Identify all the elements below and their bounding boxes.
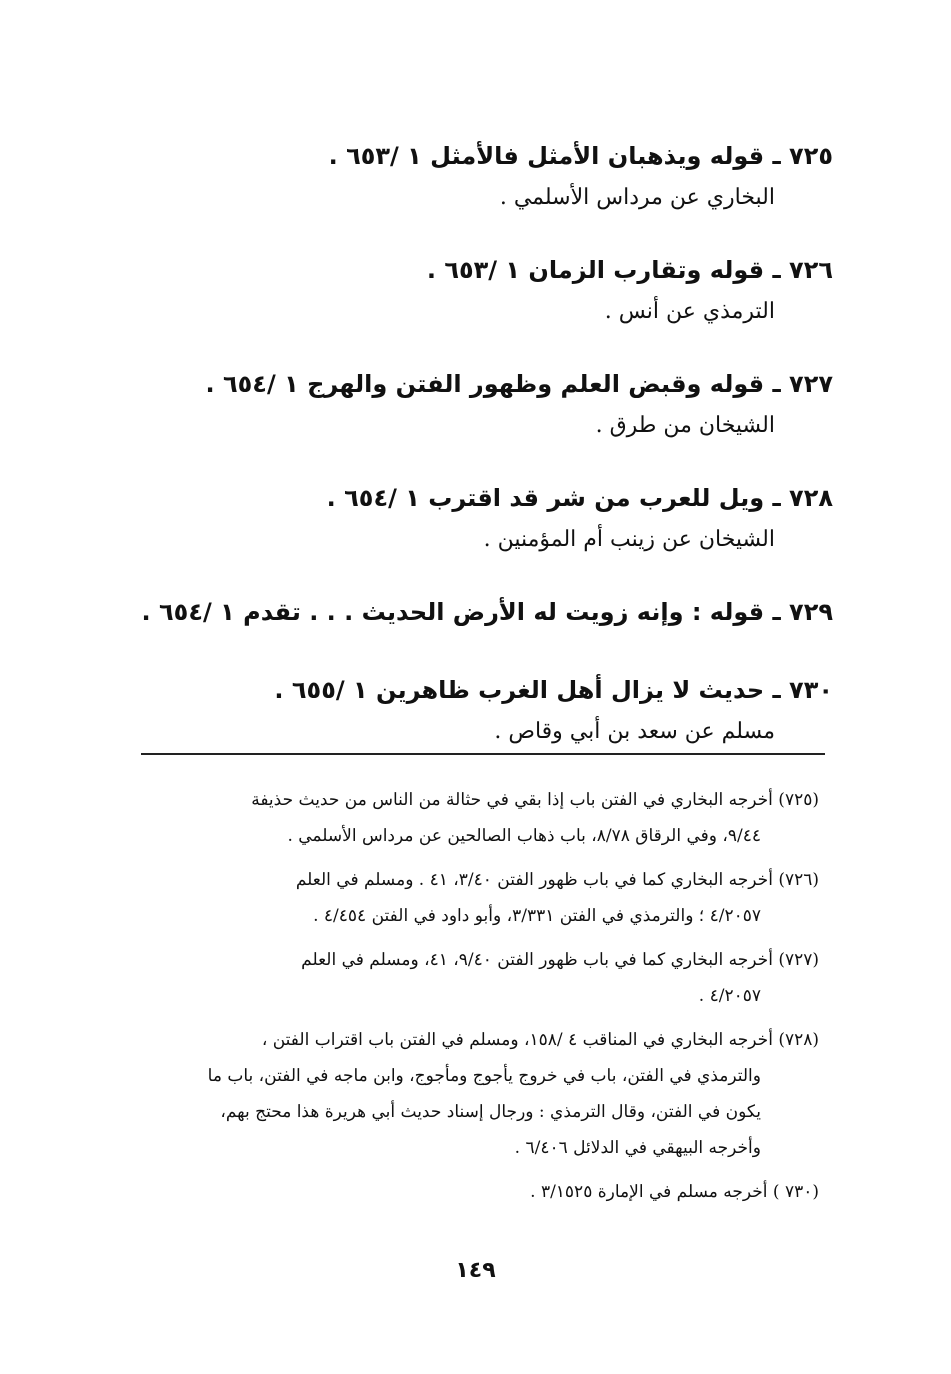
- entry-726: [133, 248, 833, 332]
- entry-heading: ٧٢٦ ـ قوله وتقارب الزمان ١ /٦٥٣ .: [426, 256, 833, 284]
- footnote-line: (٧٢٦) أخرجه البخاري كما في باب ظهور الفتن ٣/٤٠، ٤١ . ومسلم في العلم: [295, 870, 819, 890]
- footnote-line: والترمذي في الفتن، باب في خروج يأجوج ومأجوج، وابن ماجه في الفتن، باب ما: [207, 1066, 761, 1086]
- footnote-727: [129, 942, 819, 1014]
- entry-728: [133, 476, 833, 560]
- footnote-728: [129, 1022, 819, 1166]
- entry-725: [133, 134, 833, 218]
- footnote-730: [129, 1174, 819, 1210]
- entry-heading: ٧٢٧ ـ قوله وقبض العلم وظهور الفتن والهرج ١ /٦٥٤ .: [205, 370, 833, 398]
- entry-source: الترمذي عن أنس .: [604, 299, 775, 324]
- entry-source: مسلم عن سعد بن أبي وقاص .: [494, 719, 775, 744]
- footnote-line: (٧٣٠ ) أخرجه مسلم في الإمارة ٣/١٥٢٥ .: [530, 1182, 819, 1202]
- footnote-726: [129, 862, 819, 934]
- footnote-line: (٧٢٨) أخرجه البخاري في المناقب ٤ /١٥٨، ومسلم في الفتن باب اقتراب الفتن ،: [261, 1030, 819, 1050]
- footnote-line: (٧٢٥) أخرجه البخاري في الفتن باب إذا بقي في حثالة من الناس من حديث حذيفة: [251, 790, 819, 810]
- entry-source: البخاري عن مرداس الأسلمي .: [499, 185, 775, 210]
- footnote-line: ٤/٢٠٥٧ ؛ والترمذي في الفتن ٣/٣٣١، وأبو داود في الفتن ٤/٤٥٤ .: [313, 906, 761, 926]
- entries-list: [133, 134, 833, 782]
- footnote-line: وأخرجه البيهقي في الدلائل ٦/٤٠٦ .: [514, 1138, 761, 1158]
- footnote-725: [129, 782, 819, 854]
- entry-730: [133, 668, 833, 752]
- entry-heading: ٧٣٠ ـ حديث لا يزال أهل الغرب ظاهرين ١ /٦٥٥ .: [274, 676, 833, 704]
- entry-727: [133, 362, 833, 446]
- page-number: ١٤٩: [455, 1258, 496, 1283]
- entry-heading: ٧٢٩ ـ قوله : وإنه زويت له الأرض الحديث . . . تقدم ١ /٦٥٤ .: [141, 598, 833, 626]
- footnote-line: ٤/٢٠٥٧ .: [698, 986, 761, 1006]
- entry-729: [133, 590, 833, 634]
- footnote-line: (٧٢٧) أخرجه البخاري كما في باب ظهور الفتن ٩/٤٠، ٤١، ومسلم في العلم: [301, 950, 819, 970]
- footnote-line: ٩/٤٤، وفي الرقاق ٨/٧٨، باب ذهاب الصالحين عن مرداس الأسلمي .: [287, 826, 761, 846]
- footnotes: [129, 782, 819, 1218]
- footnote-line: يكون في الفتن، وقال الترمذي : ورجال إسناد حديث أبي هريرة هذا محتج بهم،: [220, 1102, 761, 1122]
- entry-source: الشيخان عن زينب أم المؤمنين .: [483, 527, 775, 552]
- entry-heading: ٧٢٥ ـ قوله ويذهبان الأمثل فالأمثل ١ /٦٥٣ .: [328, 142, 833, 170]
- entry-source: الشيخان من طرق .: [595, 413, 775, 438]
- entry-heading: ٧٢٨ ـ ويل للعرب من شر قد اقترب ١ /٦٥٤ .: [326, 484, 833, 512]
- footnote-divider: [141, 753, 825, 755]
